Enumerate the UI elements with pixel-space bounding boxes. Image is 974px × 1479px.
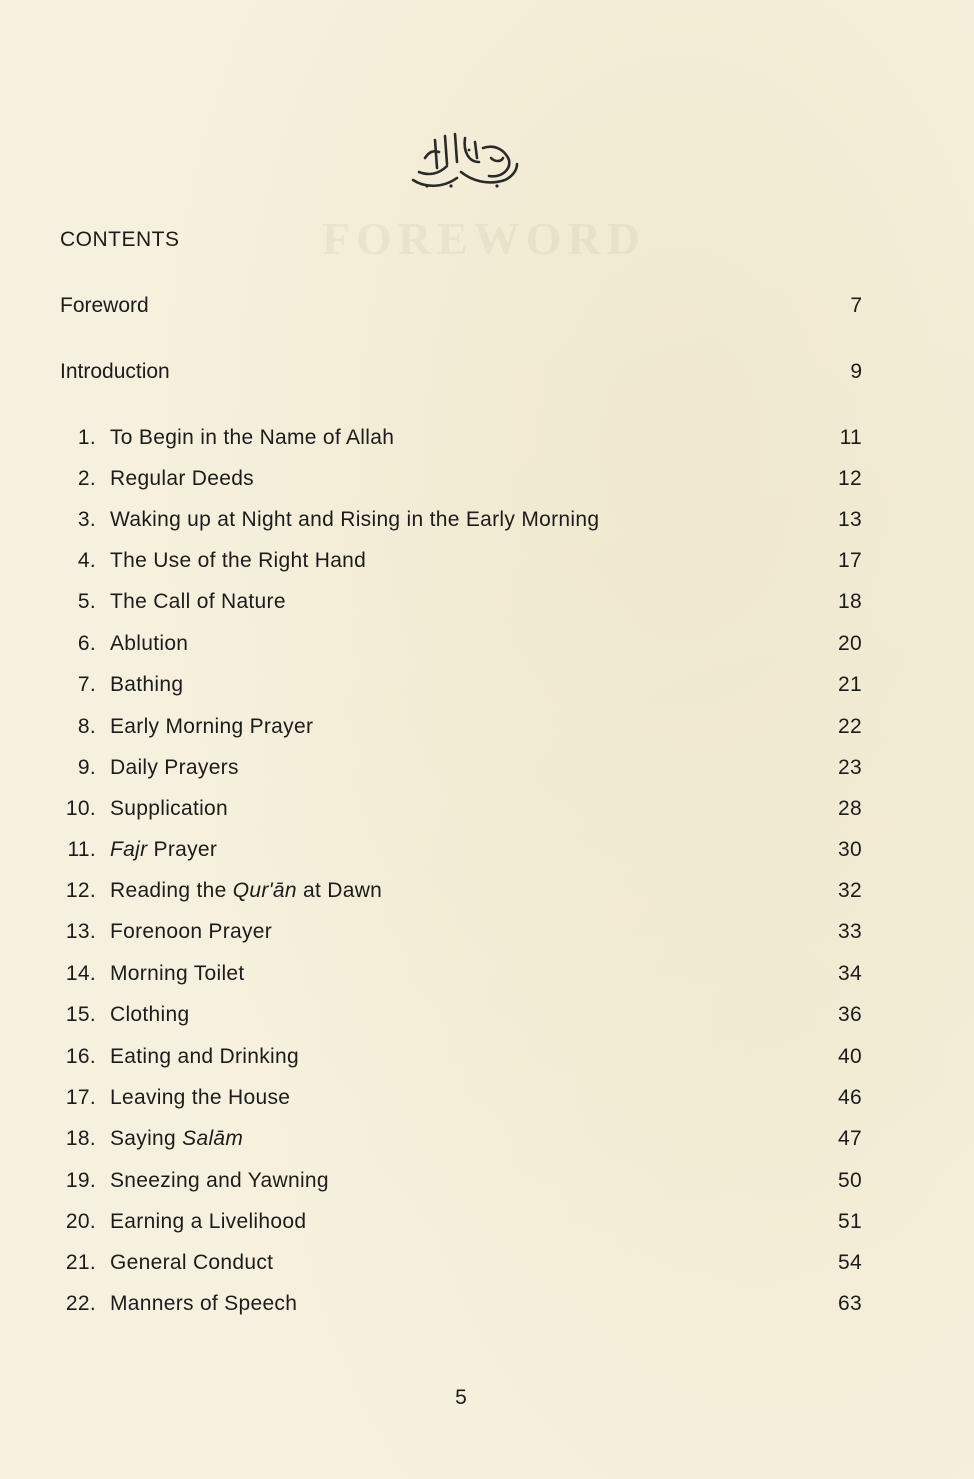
entry-title — [110, 1127, 243, 1151]
entry-number: 16. — [65, 1045, 96, 1068]
entry-page: 51 — [838, 1210, 862, 1233]
entry-page: 7 — [850, 294, 862, 317]
toc-entry[interactable] — [60, 797, 862, 827]
page-number: 5 — [455, 1386, 467, 1409]
entry-title: Morning Toilet — [110, 962, 245, 985]
entry-title: Sneezing and Yawning — [110, 1169, 329, 1192]
entry-number: 8. — [77, 715, 96, 738]
italic-term: Fajr — [110, 838, 148, 861]
title-rest: at Dawn — [296, 879, 383, 902]
title-pre: Reading the — [110, 879, 233, 902]
entry-number: 12. — [65, 879, 96, 902]
entry-page: 9 — [850, 360, 862, 383]
toc-entry[interactable] — [60, 632, 862, 662]
entry-title: Regular Deeds — [110, 467, 254, 490]
toc-entry[interactable] — [60, 1210, 862, 1240]
title-pre: Saying — [110, 1127, 183, 1150]
toc-entry[interactable] — [60, 1045, 862, 1075]
title-rest: Prayer — [147, 838, 218, 861]
entry-page: 54 — [838, 1251, 862, 1274]
entry-page: 36 — [838, 1003, 862, 1026]
italic-term: Salām — [182, 1127, 244, 1150]
toc-entry[interactable] — [60, 1169, 862, 1199]
entry-number: 18. — [65, 1127, 96, 1150]
entry-title: Ablution — [110, 632, 189, 655]
entry-page: 33 — [838, 920, 862, 943]
entry-number: 1. — [77, 426, 96, 449]
entry-title: Bathing — [110, 673, 184, 696]
entry-number: 20. — [65, 1210, 96, 1233]
entry-number: 7. — [77, 673, 96, 696]
entry-page: 11 — [839, 426, 862, 449]
toc-entry[interactable] — [60, 879, 862, 909]
entry-title: To Begin in the Name of Allah — [110, 426, 395, 449]
toc-entry[interactable] — [60, 590, 862, 620]
entry-title — [110, 838, 217, 862]
toc-entry[interactable] — [60, 1003, 862, 1033]
entry-page: 23 — [838, 756, 862, 779]
contents-heading: CONTENTS — [60, 228, 180, 251]
entry-number: 4. — [77, 549, 96, 572]
entry-page: 17 — [838, 549, 862, 572]
entry-number: 5. — [77, 590, 96, 613]
entry-title: Leaving the House — [110, 1086, 291, 1109]
entry-number: 15. — [65, 1003, 96, 1026]
entry-title: Eating and Drinking — [110, 1045, 299, 1068]
toc-entry[interactable] — [60, 673, 862, 703]
entry-title: Forenoon Prayer — [110, 920, 273, 943]
toc-entry[interactable] — [60, 1292, 862, 1322]
entry-number: 3. — [77, 508, 96, 531]
entry-title: General Conduct — [110, 1251, 274, 1274]
entry-number: 9. — [77, 756, 96, 779]
entry-page: 18 — [838, 590, 862, 613]
entry-title: Manners of Speech — [110, 1292, 298, 1315]
entry-title: The Use of the Right Hand — [110, 549, 367, 572]
entry-page: 22 — [838, 715, 862, 738]
toc-entry[interactable] — [60, 962, 862, 992]
entry-number: 17. — [65, 1086, 96, 1109]
entry-title: Foreword — [60, 294, 149, 317]
entry-page: 30 — [838, 838, 862, 861]
toc-entry[interactable] — [60, 467, 862, 497]
toc-entry[interactable] — [60, 508, 862, 538]
entry-title: Clothing — [110, 1003, 190, 1026]
entry-number: 14. — [65, 962, 96, 985]
toc-entry[interactable] — [60, 920, 862, 950]
show-through-bleed: FOREWORD — [322, 213, 646, 264]
entry-title — [110, 879, 382, 903]
entry-page: 32 — [838, 879, 862, 902]
entry-title: Daily Prayers — [110, 756, 239, 779]
entry-page: 12 — [838, 467, 862, 490]
toc-entry[interactable] — [60, 1251, 862, 1281]
toc-entry[interactable] — [60, 756, 862, 786]
entry-number: 10. — [65, 797, 96, 820]
entry-page: 46 — [838, 1086, 862, 1109]
entry-page: 13 — [838, 508, 862, 531]
entry-page: 28 — [838, 797, 862, 820]
entry-title: Waking up at Night and Rising in the Early Morning — [110, 508, 600, 531]
entry-page: 20 — [838, 632, 862, 655]
entry-page: 63 — [838, 1292, 862, 1315]
entry-number: 2. — [77, 467, 96, 490]
toc-entry[interactable] — [60, 715, 862, 745]
entry-number: 11. — [67, 838, 96, 861]
entry-title: The Call of Nature — [110, 590, 286, 613]
toc-entry[interactable] — [60, 1127, 862, 1157]
toc-entry[interactable] — [60, 1086, 862, 1116]
toc-entry[interactable] — [60, 549, 862, 579]
entry-title: Early Morning Prayer — [110, 715, 314, 738]
entry-title: Supplication — [110, 797, 229, 820]
entry-number: 13. — [65, 920, 96, 943]
entry-title: Introduction — [60, 360, 170, 383]
entry-number: 22. — [65, 1292, 96, 1315]
entry-page: 34 — [838, 962, 862, 985]
toc-entry[interactable] — [60, 426, 862, 456]
toc-entry[interactable] — [60, 838, 862, 868]
entry-page: 47 — [838, 1127, 862, 1150]
entry-number: 6. — [77, 632, 96, 655]
entry-page: 40 — [838, 1045, 862, 1068]
entry-number: 21. — [65, 1251, 96, 1274]
entry-number: 19. — [65, 1169, 96, 1192]
entry-page: 21 — [838, 673, 862, 696]
entry-page: 50 — [838, 1169, 862, 1192]
entry-title: Earning a Livelihood — [110, 1210, 307, 1233]
basmala-calligraphy-icon — [405, 128, 525, 198]
italic-term: Qur'ān — [232, 879, 297, 902]
